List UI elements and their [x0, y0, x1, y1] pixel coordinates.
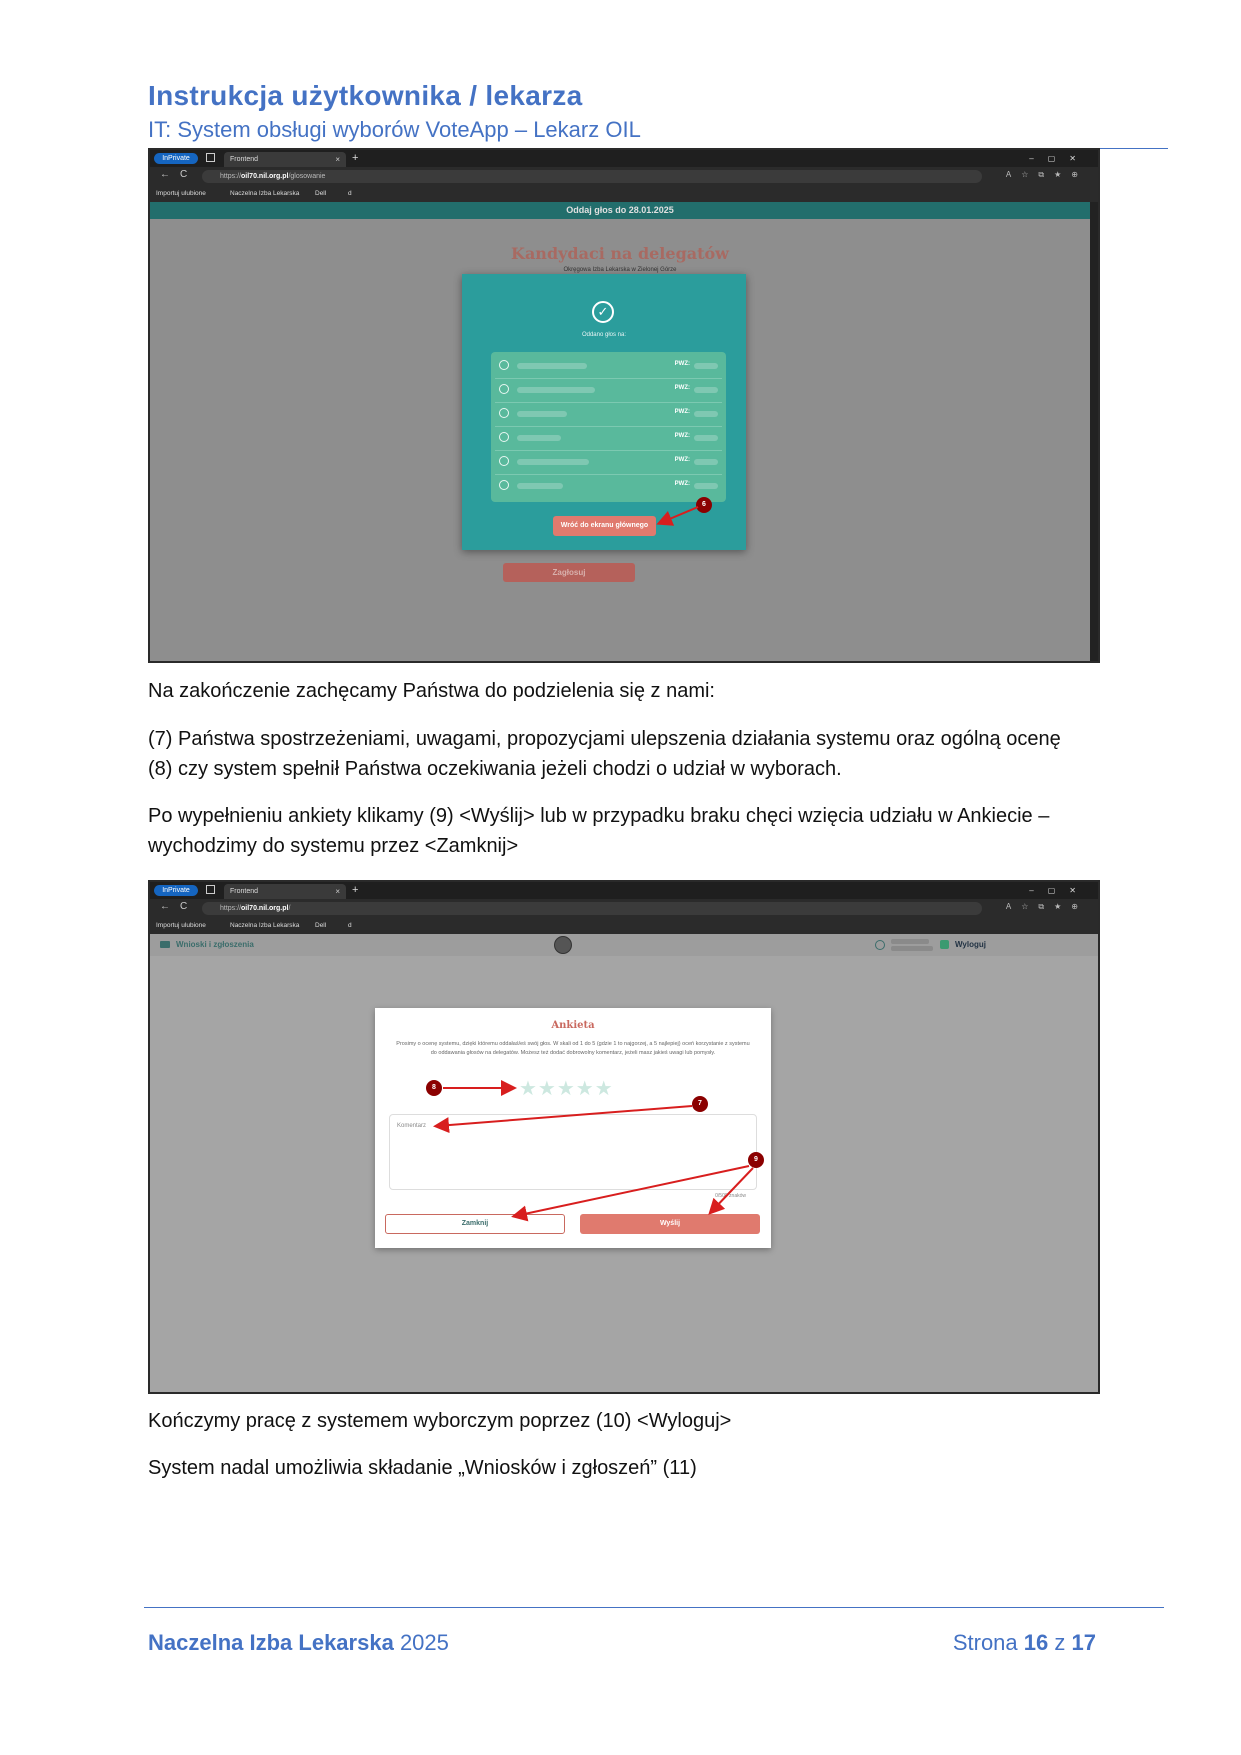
browser-address-bar — [150, 167, 1098, 186]
inprivate-badge[interactable]: InPrivate — [154, 153, 198, 164]
url-field[interactable] — [202, 902, 982, 915]
envelope-icon — [160, 941, 170, 948]
paragraph-item-7: (7) Państwa spostrzeżeniami, uwagami, propozycjami ulepszenia działania systemu oraz ogólną ocenę — [148, 728, 1061, 750]
pwz-label: PWZ: — [674, 481, 690, 487]
pwz-label: PWZ: — [674, 385, 690, 391]
bookmarks-bar — [150, 918, 1098, 935]
back-icon[interactable]: ← — [160, 169, 170, 180]
paragraph-item-8: (8) czy system spełnił Państwa oczekiwania jeżeli chodzi o udział w wyborach. — [148, 758, 842, 780]
bookmarks-bar — [150, 186, 1098, 203]
url-path: / — [288, 905, 291, 912]
char-counter: 0/500 znaków — [715, 1193, 746, 1199]
annotation-marker-9: 9 — [748, 1152, 764, 1168]
back-to-main-button[interactable]: Wróć do ekranu głównego — [553, 516, 656, 536]
browser-toolbar-icons[interactable]: A☆⧉★⊕ — [1005, 170, 1088, 179]
tab-title: Frontend — [230, 156, 259, 163]
document-subtitle: IT: System obsługi wyborów VoteApp – Lekarz OIL — [148, 117, 641, 142]
screenshot-vote-confirmation — [148, 148, 1100, 663]
survey-title: Ankieta — [551, 1020, 595, 1031]
browser-address-bar — [150, 899, 1098, 918]
browser-tab[interactable] — [224, 884, 346, 899]
annotation-marker-8: 8 — [426, 1080, 442, 1096]
logout-button[interactable]: Wyloguj — [955, 940, 986, 949]
paragraph-submit: Po wypełnieniu ankiety klikamy (9) <Wyślij> lub w przypadku braku chęci wzięcia udziału w Ankiecie – — [148, 805, 1050, 827]
user-name-redacted — [891, 939, 929, 944]
url-prefix: https:// — [220, 173, 242, 180]
browser-tab-bar — [150, 882, 1098, 899]
page-number — [953, 1630, 1096, 1656]
screenshot-survey — [148, 880, 1100, 1394]
applications-link[interactable]: Wnioski i zgłoszenia — [176, 940, 254, 949]
tab-actions-icon[interactable] — [206, 885, 215, 894]
bookmark-nil[interactable]: Naczelna Izba Lekarska — [230, 190, 300, 197]
header-rule — [1095, 148, 1168, 149]
browser-tab[interactable] — [224, 152, 346, 167]
back-icon[interactable]: ← — [160, 901, 170, 912]
close-button[interactable]: Zamknij — [385, 1214, 565, 1234]
url-path: /glosowanie — [288, 173, 326, 180]
vote-deadline-bar: Oddaj głos do 28.01.2025 — [150, 202, 1090, 219]
page-current: 16 — [1023, 1630, 1049, 1655]
app-header — [150, 934, 1098, 956]
annotation-marker-7: 7 — [692, 1096, 708, 1112]
bookmark-nil[interactable]: Naczelna Izba Lekarska — [230, 922, 300, 929]
pwz-label: PWZ: — [674, 457, 690, 463]
bookmark-d[interactable]: d — [348, 922, 352, 929]
candidates-subtitle: Okręgowa Izba Lekarska w Zielonej Górze — [563, 267, 677, 273]
nil-logo — [554, 936, 572, 954]
check-circle-icon: ✓ — [592, 301, 614, 323]
url-prefix: https:// — [220, 905, 242, 912]
new-tab-icon[interactable]: + — [352, 884, 359, 896]
tab-close-icon[interactable]: × — [335, 155, 340, 164]
survey-description: Prosimy o ocenę systemu, dzięki któremu oddałaś/eś swój głos. W skali od 1 do 5 (gdzie 1 to najgorzej, a 5 najlepiej) oceń korzystanie z systemu do oddawania głosów na delegatów. Możesz też dodać dobrowolny komentarz, jeżeli masz jakieś uwagi lub pomysły. — [396, 1041, 750, 1056]
paragraph-close: wychodzimy do systemu przez <Zamknij> — [148, 835, 519, 857]
pwz-label: PWZ: — [674, 433, 690, 439]
vote-confirmation-modal — [462, 274, 746, 550]
tab-actions-icon[interactable] — [206, 153, 215, 162]
inprivate-badge[interactable]: InPrivate — [154, 885, 198, 896]
reload-icon[interactable]: C — [180, 169, 188, 180]
pwz-label: PWZ: — [674, 409, 690, 415]
annotation-marker-6: 6 — [696, 497, 712, 513]
footer-rule — [144, 1607, 1164, 1608]
new-tab-icon[interactable]: + — [352, 152, 359, 164]
page-of: z — [1054, 1630, 1066, 1655]
footer-organization — [148, 1630, 449, 1656]
bookmark-import[interactable]: Importuj ulubione — [156, 190, 206, 197]
user-icon — [875, 940, 885, 950]
tab-title: Frontend — [230, 888, 259, 895]
window-controls[interactable]: –▢✕ — [1029, 886, 1090, 895]
scrollbar[interactable] — [1090, 202, 1098, 661]
annotation-arrow-6 — [462, 274, 746, 550]
paragraph-intro: Na zakończenie zachęcamy Państwa do podzielenia się z nami: — [148, 680, 715, 702]
browser-tab-bar — [150, 150, 1098, 167]
bookmark-dell[interactable]: Dell — [315, 922, 327, 929]
send-button[interactable]: Wyślij — [580, 1214, 760, 1234]
url-field[interactable] — [202, 170, 982, 183]
star-rating[interactable]: ★★★★★ — [519, 1078, 614, 1100]
browser-toolbar-icons[interactable]: A☆⧉★⊕ — [1005, 902, 1088, 911]
logout-icon[interactable] — [940, 940, 949, 949]
bookmark-d[interactable]: d — [348, 190, 352, 197]
survey-modal — [375, 1008, 771, 1248]
tab-close-icon[interactable]: × — [335, 887, 340, 896]
page-total: 17 — [1071, 1630, 1096, 1655]
url-host: oil70.nil.org.pl — [241, 173, 289, 180]
user-pwz-redacted — [891, 946, 933, 951]
reload-icon[interactable]: C — [180, 901, 188, 912]
pwz-label: PWZ: — [674, 361, 690, 367]
candidates-title: Kandydaci na delegatów — [511, 244, 729, 263]
vote-cast-message: Oddano głos na: — [581, 332, 627, 338]
bookmark-dell[interactable]: Dell — [315, 190, 327, 197]
paragraph-applications: System nadal umożliwia składanie „Wniosków i zgłoszeń” (11) — [148, 1457, 697, 1479]
bookmark-import[interactable]: Importuj ulubione — [156, 922, 206, 929]
paragraph-logout: Kończymy pracę z systemem wyborczym poprzez (10) <Wyloguj> — [148, 1410, 732, 1432]
url-host: oil70.nil.org.pl — [241, 905, 289, 912]
page-word: Strona — [952, 1630, 1018, 1655]
comment-placeholder: Komentarz — [397, 1123, 427, 1129]
window-controls[interactable]: –▢✕ — [1029, 154, 1090, 163]
footer-year: 2025 — [399, 1630, 449, 1655]
footer-org-name: Naczelna Izba Lekarska — [148, 1630, 394, 1655]
annotation-arrows — [375, 1008, 771, 1248]
document-title: Instrukcja użytkownika / lekarza — [148, 80, 583, 111]
vote-button[interactable]: Zagłosuj — [503, 563, 635, 582]
